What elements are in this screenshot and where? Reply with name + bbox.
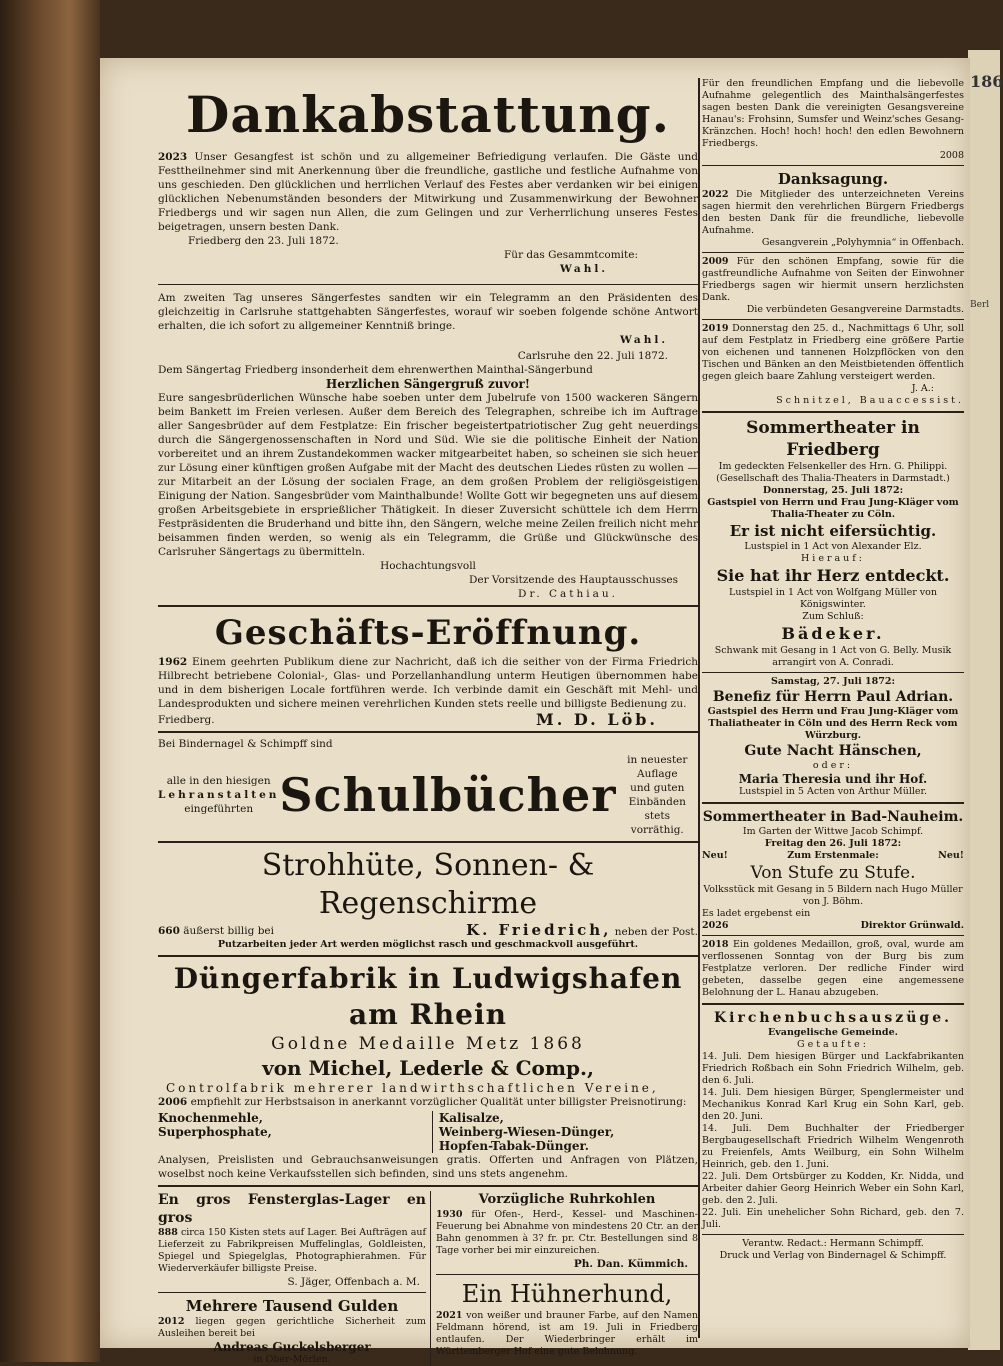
duenger-item: Hopfen-Tabak-Dünger. [438,1139,589,1153]
schul-left-2: Lehranstalten [158,789,280,801]
duengerfabrik-ad [158,961,698,1181]
auction-signer-1: J. A.: [911,383,934,394]
duenger-item: Superphosphate, [158,1125,272,1139]
schul-left-3: eingeführten [184,803,254,815]
play-title: Bädeker. [781,624,885,643]
notice-number: 2023 [158,151,188,163]
fensterglas-ad [158,1191,426,1289]
gulden-ad [158,1296,426,1366]
medaillon-body: Ein goldenes Medaillon, groß, oval, wurde am verflossenen Sonntag von der Burg bis zum Festplatze verloren. Der redliche Finder wird gebeten, dasselbe gegen eine angemessene Belohnung der L. Hanau abzugeben. [702,939,964,998]
dank-body: Unser Gesangfest ist schön und zu allgemeiner Befriedigung verlaufen. Die Gäste und Festtheilnehmer sind mit Anerkennung über die freundliche, gastliche und festliche Aufnahme von uns geschieden. Den glücklichen und herrlichen Verlauf des Festes aber verdanken wir bei einigen glücklichen Nebenumständen besonders der Mitwirkung und Zusammenwirkung der Bewohner Friedbergs und wir sagen nun Allen, die zum Gelingen und zur Verherrlichung unseres Festes beigetragen, unsern besten Dank. [158,151,698,233]
gulden-body: liegen gegen gerichtliche Sicherheit zum Ausleihen bereit bei [158,1316,426,1339]
notice-number: 2009 [702,256,729,267]
play-title: Sie hat ihr Herz entdeckt. [716,566,950,585]
play-title: Maria Theresia und ihr Hof. [738,772,928,786]
dank-signer-2: Wahl. [620,334,668,346]
geschaeft-body: Einem geehrten Publikum diene zur Nachricht, daß ich die seither von der Firma Friedrich Hilbrecht betriebene Colonial-, Glas- und Porzellanhandlung unterm Heutigen übernommen habe und in dem bisherigen Locale fortführen werde. Ich verbinde damit ein Geschäft mit Mehl- und Landesprodukten und sichere meinen verehrlichen Kunden stets reelle und billigste Bedienung zu. [158,656,698,710]
left-column [158,78,698,1366]
sommertheater-friedberg-ad [702,417,964,798]
duenger-body: empfiehlt zur Herbstsaison in anerkannt vorzüglicher Qualität unter billigster Preisnotirung: [190,1096,687,1108]
gulden-signer: Andreas Guckelsberger [213,1340,371,1354]
adjacent-page-number: 186 [970,72,1003,91]
schulbuecher-ad [158,737,698,837]
erstenmale-label: Zum Erstenmale: [787,850,879,861]
darmstadt-signer: Die verbündeten Gesangvereine Darmstadts. [746,304,964,315]
hund-title: Ein Hühnerhund, [461,1280,673,1308]
duenger-medal: Goldne Medaille Metz 1868 [271,1034,585,1054]
geschaeft-place: Friedberg. [158,714,215,726]
adjacent-page-edge [968,50,1003,1350]
geschaeft-signer: M. D. Löb. [536,710,658,729]
notice-number: 2006 [158,1096,188,1108]
play-title: Von Stufe zu Stufe. [750,863,916,883]
ruhr-body: für Ofen-, Herd-, Kessel- und Maschinen-Feuerung bei Abnahme von mindestens 20 Ctr. an der Bahn genommen à 3? fr. pr. Ctr. Bestellungen sind 8 Tage vorher bei mir einzureichen. [436,1209,698,1256]
duenger-item: Knochenmehle, [158,1111,263,1125]
danksagung-signer: Gesangverein „Polyhymnia“ in Offenbach. [761,237,964,248]
auction-signer-2: Schnitzel, Bauaccessist. [776,395,964,406]
guest-2: Gastspiel des Herrn und Frau Jung-Kläger vom Thaliatheater in Cöln und des Herrn Reck vom Würzburg. [707,706,959,741]
duenger-item: Kalisalze, [438,1111,504,1125]
sommer-guest-1: Gastspiel von Herrn und Frau Jung-Kläger vom Thalia-Theater zu Cöln. [707,497,959,520]
imprint-editor: Verantw. Redact.: Hermann Schimpff. [742,1238,924,1249]
baptism-entry: 14. Juli. Dem Buchhalter der Friedberger Bergbaugesellschaft Friedrich Wilhelm Wengenroth zu Freienfels, Amts Weilburg, ein Sohn Wilhelm Heinrich, geb. den 1. Juni. [702,1123,964,1170]
stroh-addr: neben der Post. [614,926,698,938]
darmstadt-body: Für den schönen Empfang, sowie für die gastfreundliche Aufnahme von Seiten der Einwohner Friedbergs sagen wir hiermit unsern herzlichsten Dank. [702,256,964,303]
notice-number: 1930 [436,1209,463,1220]
sommer-troupe: (Gesellschaft des Thalia-Theaters in Darmstadt.) [716,473,950,484]
hund-body: von weißer und brauner Farbe, auf den Namen Feldmann hörend, ist am 19. Juli in Friedberg entlaufen. Der Wiederbringer erhält im Württemberger Hof eine gute Belohnung. [436,1310,698,1357]
stroh-bottom: Putzarbeiten jeder Art werden möglichst rasch und geschmackvoll ausgeführt. [217,939,639,950]
nauheim-date: Freitag den 26. Juli 1872: [764,838,902,849]
telegram-body: Eure sangesbrüderlichen Wünsche habe soeben unter dem Jubelrufe von 1500 wackeren Sängern beim Bankett im Freien verlesen. Außer dem Bereich des Telegraphen, schreibe ich im Auftrage aller Sangesbrüder auf dem Festplatze: Ein frischer begeistertpatriotischer Zug geht neuerdings durch die Sängergenossenschaften in Nord und Süd. Wie sie die politische Einheit der Nation vorbereitet und an ihrem Zustandekommen wacker mitgearbeitet haben, so scheinen sie sich heuer zur Lösung einer künftigen großen Aufgabe mit der Macht des deutschen Liedes rüsten zu wollen — zur Mitarbeit an der Lösung der socialen Frage, an dem großen Problem der religiösgeistigen Einigung der Nation. Sangesbrüder vom Mainthalbunde! Wollte Gott wir begegneten uns auf diesem großen Arbeitsgebiete in ersprießlicher Thätigkeit. In dieser Zuversicht schüttele ich dem Herrn Festpräsidenten die Bruderhand und bitte ihn, den Sängern, welche meine Zeilen freilich nicht mehr beisammen finden werden, so wenig als ein Telegramm, die Grüße und Glückwünsche des Carlsruher Sängertags zu übermitteln. [158,392,698,558]
dank-place-date: Friedberg den 23. Juli 1872. [188,235,339,247]
thanks-hanau-body: Für den freundlichen Empfang und die liebevolle Aufnahme gelegentlich des Mainthalsängerfestes sagen besten Dank die vereinigten Gesangsvereine Hanau's: Frohsinn, Sumsfer und Weinz'sches Gesang-Kränzchen. Hoch! hoch! hoch! den edlen Bewohnern Friedbergs. [702,78,964,149]
geschaefts-title: Geschäfts-Eröffnung. [214,613,642,653]
dank-paragraph-2: Am zweiten Tag unseres Sängerfestes sandten wir ein Telegramm an den Präsidenten des gleichzeitig in Carlsruhe stattgehabten Sängerfestes, worauf wir soeben folgende schöne Antwort erhalten, die ich sofort zu allgemeiner Kenntniß bringe. [158,292,698,332]
notice-number: 660 [158,925,180,937]
notice-number: 2021 [436,1310,463,1321]
sommer-date-1: Donnerstag, 25. Juli 1872: [762,485,904,496]
play-subtitle: Lustspiel in 1 Act von Alexander Elz. [744,541,922,552]
duenger-title: Düngerfabrik in Ludwigshafen am Rhein [173,962,683,1031]
stroh-left: äußerst billig bei [183,925,274,937]
duenger-foot: Analysen, Preislisten und Gebrauchsanweisungen gratis. Offerten und Anfragen von Plätzen, woselbst noch keine Verkaufsstellen sich befinden, sind uns stets angenehm. [158,1154,698,1180]
play-subtitle: Lustspiel in 5 Acten von Arthur Müller. [738,786,928,797]
gulden-place: in Ober-Mörlen. [253,1354,331,1365]
telegram-closing: Hochachtungsvoll [380,560,476,572]
neu-label: Neu! [702,850,728,861]
baptism-entry: 14. Juli. Dem hiesigen Bürger, Spenglermeister und Mechanikus Konrad Karl Krug ein Sohn Karl, geb. den 20. Juni. [702,1087,964,1122]
newspaper-page [100,58,970,1365]
telegram-signer: Dr. Cathiau. [518,588,618,600]
kirchenbuch-section [702,1009,964,1231]
sommertheater-nauheim-ad [702,808,964,932]
duenger-firm: von Michel, Lederle & Comp., [262,1056,594,1080]
gulden-title: Mehrere Tausend Gulden [185,1297,399,1315]
duenger-item: Weinberg-Wiesen-Dünger, [438,1125,615,1139]
dank-signer: Wahl. [560,263,608,275]
book-binding [0,0,100,1362]
notice-number: 2022 [702,189,729,200]
kirchen-subtitle: Evangelische Gemeinde. [768,1027,898,1038]
column-separator [698,78,700,1338]
nauheim-ladet: Es ladet ergebenst ein [702,908,811,919]
notice-number: 2012 [158,1316,185,1327]
fenster-body: circa 150 Kisten stets auf Lager. Bei Aufträgen auf Lieferzeit zu Fabrikpreisen Muffelinglas, Goldleisten, Spiegel und Spiegelglas, Photographierahmen. Für Wiederverkäufer billigste Preise. [158,1227,426,1274]
stroh-firm: K. Friedrich, [466,921,612,939]
danksagung-title: Danksagung. [777,170,889,188]
telegram-greeting: Herzlichen Sängergruß zuvor! [325,377,531,391]
imprint-publisher: Druck und Verlag von Bindernagel & Schimpff. [719,1250,947,1261]
ruhr-signer: Ph. Dan. Kümmich. [573,1258,688,1270]
ruhrkohlen-ad [436,1191,698,1271]
duenger-control: Controlfabrik mehrerer landwirthschaftlichen Vereine, [166,1081,659,1095]
sommer-title: Sommertheater in Friedberg [746,418,920,460]
telegram-address: Dem Sängertag Friedberg insonderheit dem ehrenwerthen Mainthal-Sängerbund [158,364,593,376]
right-column [702,78,964,1262]
nauheim-title: Sommertheater in Bad-Nauheim. [702,809,964,825]
notice-number: 2018 [702,939,729,950]
baptism-entry: 14. Juli. Dem hiesigen Bürger und Lackfabrikanten Friedrich Roßbach ein Sohn Friedrich Wilhelm, geb. den 6. Juli. [702,1051,964,1086]
neu-label: Neu! [938,850,964,861]
getaufte-label: Getaufte: [797,1039,869,1050]
notice-number: 2019 [702,323,729,334]
geschaefts-eroeffnung-notice [158,611,698,727]
dankabstattung-notice [158,84,698,601]
benefiz-title: Benefiz für Herrn Paul Adrian. [712,689,954,705]
huehnerhund-ad [436,1278,698,1358]
telegram-date: Carlsruhe den 22. Juli 1872. [517,350,668,362]
notice-number: 1962 [158,656,188,668]
play-title: Er ist nicht eifersüchtig. [729,522,937,540]
play-subtitle: Schwank mit Gesang in 1 Act von G. Belly. Musik arrangirt von A. Conradi. [714,645,952,668]
notice-number: 2026 [702,920,729,931]
baptism-entry: 22. Juli. Ein unehelicher Sohn Richard, geb. den 7. Juli. [702,1207,964,1230]
schul-right-2: und guten Einbänden [628,782,686,808]
play-subtitle: Lustspiel in 1 Act von Wolfgang Müller von Königswinter. [729,587,937,610]
sommer-date-2: Samstag, 27. Juli 1872: [771,676,895,687]
strohhuete-ad [158,847,698,951]
schulbuecher-title: Schulbücher [279,768,617,822]
schul-left-1: alle in den hiesigen [166,775,271,787]
sommer-location: Im gedeckten Felsenkeller des Hrn. G. Philippi. [718,461,948,472]
oder-label: oder: [812,760,854,771]
zum-schluss-label: Zum Schluß: [802,611,864,622]
kirchen-title: Kirchenbuchsauszüge. [713,1010,953,1026]
adjacent-page-fragment: Berl [970,300,990,310]
danksagung-body: Die Mitglieder des unterzeichneten Vereins sagen hiermit den verehrlichen Bürgern Friedbergs den besten Dank für die freundliche, liebevolle Aufnahme. [702,189,964,236]
notice-number: 2008 [939,150,964,161]
nauheim-location: Im Garten der Wittwe Jacob Schimpf. [742,826,924,837]
notice-number: 888 [158,1227,178,1238]
dankabstattung-title: Dankabstattung. [185,85,671,144]
hierauf-label: Hierauf: [801,553,865,564]
schul-right-1: in neuester Auflage [627,754,688,780]
schul-top: Bei Bindernagel & Schimpff sind [158,738,333,750]
auction-body: Donnerstag den 25. d., Nachmittags 6 Uhr, soll auf dem Festplatz in Friedberg eine größere Partie von eichenen und tannenen Holzpflöcken von den Tischen und Bänken an den Meistbietenden öffentlich gegen gleich baare Zahlung versteigert werden. [702,323,964,382]
nauheim-signer: Direktor Grünwald. [860,920,964,931]
play-subtitle: Volksstück mit Gesang in 5 Bildern nach Hugo Müller von J. Böhm. [703,884,963,907]
baptism-entry: 22. Juli. Dem Ortsbürger zu Kodden, Kr. Nidda, und Arbeiter dahier Georg Heinrich Weber ein Sohn Karl, geb. den 2. Juli. [702,1171,964,1206]
fenster-signer: S. Jäger, Offenbach a. M. [287,1276,420,1288]
ruhr-title: Vorzügliche Ruhrkohlen [478,1192,656,1207]
telegram-closing-2: Der Vorsitzende des Hauptausschusses [468,574,678,586]
dank-committee: Für das Gesammtcomite: [504,249,638,261]
stroh-title: Strohhüte, Sonnen- & Regenschirme [261,848,595,921]
schul-right-3: stets vorräthig. [630,810,684,836]
play-title: Gute Nacht Hänschen, [744,743,922,759]
fenster-title: En gros Fensterglas-Lager en gros [158,1192,426,1226]
